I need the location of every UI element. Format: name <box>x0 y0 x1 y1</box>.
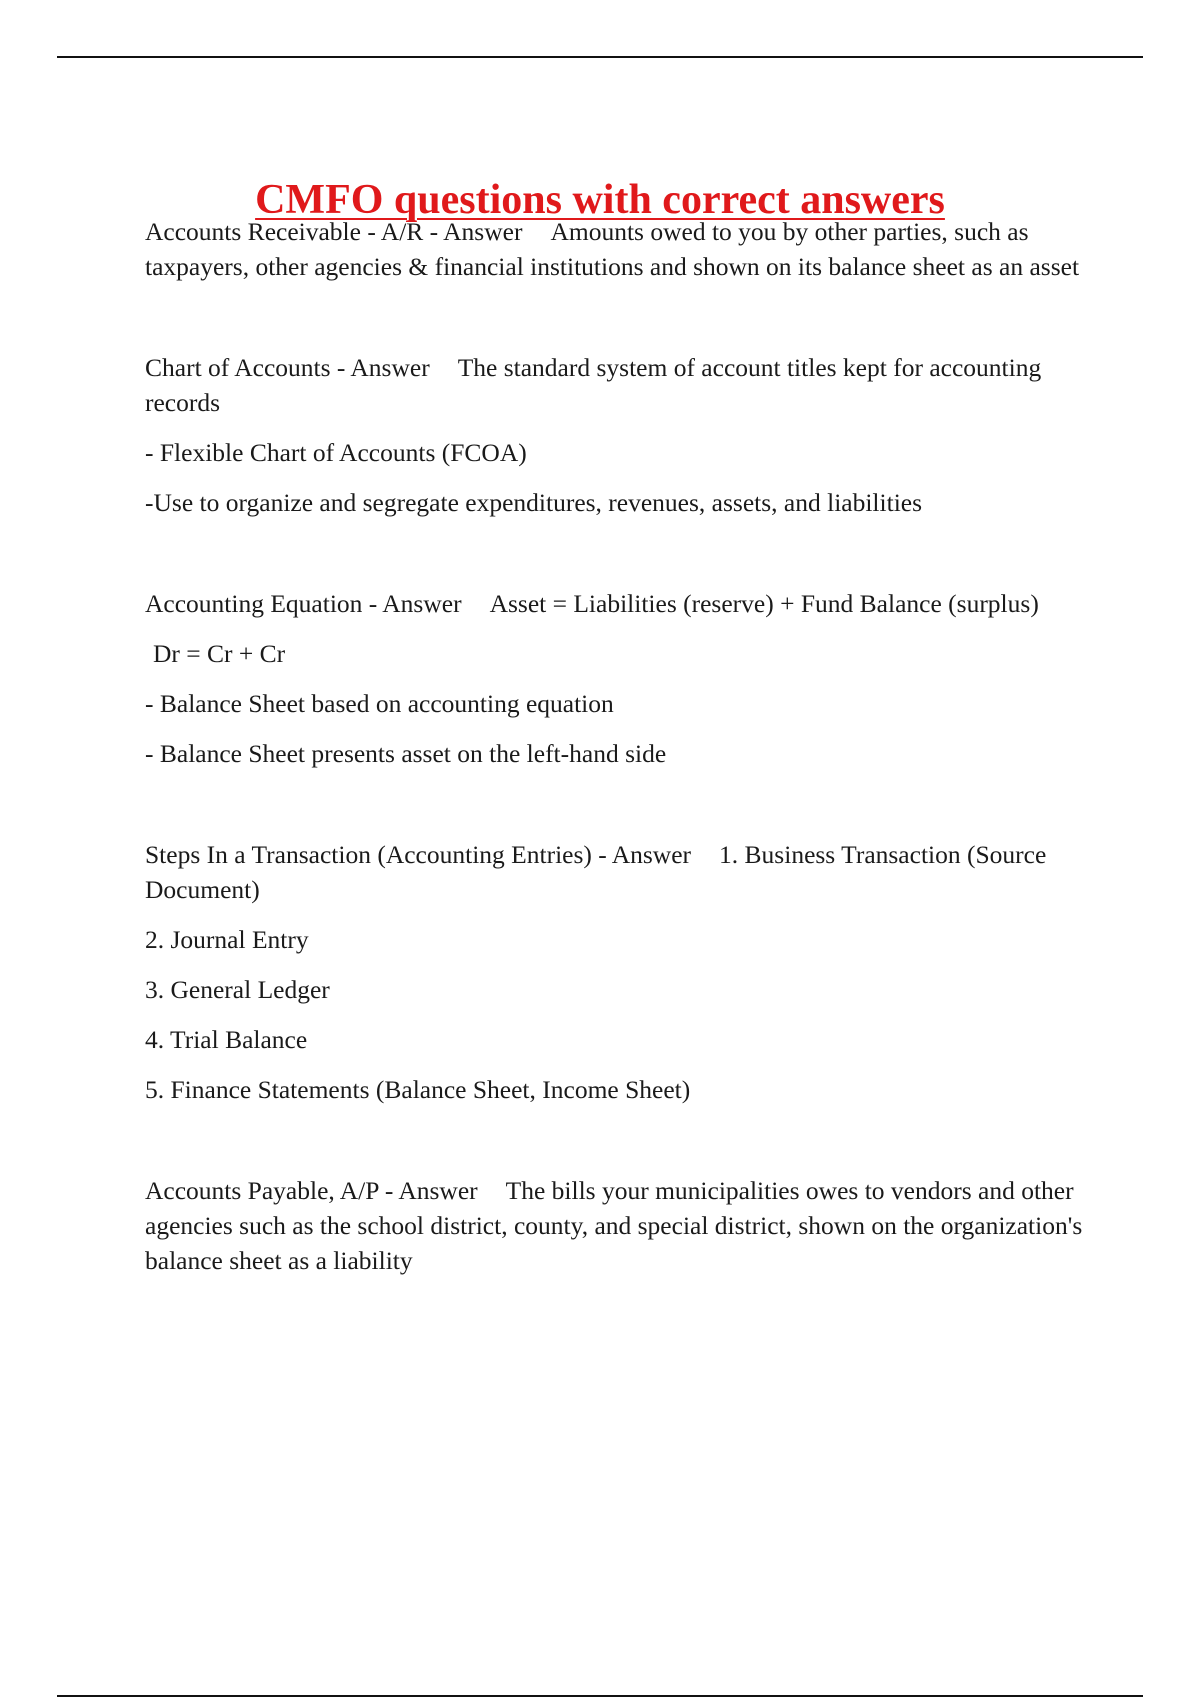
answer-text: The bills your municipalities owes to vendors and other agencies such as the school district, county, and special district, shown on the organization's balance sheet as a liability <box>145 1176 1083 1275</box>
footer-rule <box>57 1695 1143 1697</box>
qa-paragraph <box>145 1173 1085 1278</box>
answer-line: 2. Journal Entry <box>145 925 309 954</box>
answer-line: Dr = Cr + Cr <box>153 639 286 668</box>
answer-line: 4. Trial Balance <box>145 1025 308 1054</box>
document-title: CMFO questions with correct answers <box>255 177 945 224</box>
answer-text: The standard system of account titles kept for accounting records <box>145 353 1042 417</box>
answer-text: Amounts owed to you by other parties, such as taxpayers, other agencies & financial institutions and shown on its balance sheet as an asset <box>145 217 1080 281</box>
qa-paragraph <box>145 586 1085 621</box>
answer-line: - Balance Sheet based on accounting equation <box>145 689 614 718</box>
answer-text: Asset = Liabilities (reserve) + Fund Balance (surplus) <box>489 589 1039 618</box>
answer-line: 3. General Ledger <box>145 975 330 1004</box>
header-rule <box>57 56 1143 58</box>
question-term: Accounts Payable, A/P - Answer <box>145 1176 478 1205</box>
answer-text: 1. Business Transaction (Source Document) <box>145 840 1047 904</box>
qa-entry-chart-of-accounts <box>145 350 1085 520</box>
qa-entry-accounts-payable <box>145 1173 1085 1278</box>
question-term: Chart of Accounts - Answer <box>145 353 430 382</box>
question-term: Accounting Equation - Answer <box>145 589 462 618</box>
qa-entry-accounts-receivable <box>145 214 1085 284</box>
qa-entry-transaction-steps <box>145 837 1085 1107</box>
question-term: Steps In a Transaction (Accounting Entries) - Answer <box>145 840 692 869</box>
qa-entry-accounting-equation <box>145 586 1085 771</box>
qa-paragraph <box>145 837 1085 907</box>
answer-line: -Use to organize and segregate expenditures, revenues, assets, and liabilities <box>145 488 923 517</box>
answer-line: - Flexible Chart of Accounts (FCOA) <box>145 438 527 467</box>
document-body <box>145 214 1085 1278</box>
answer-line: - Balance Sheet presents asset on the left-hand side <box>145 739 667 768</box>
qa-paragraph <box>145 350 1085 420</box>
qa-paragraph <box>145 214 1085 284</box>
question-term: Accounts Receivable - A/R - Answer <box>145 217 523 246</box>
answer-line: 5. Finance Statements (Balance Sheet, Income Sheet) <box>145 1075 691 1104</box>
